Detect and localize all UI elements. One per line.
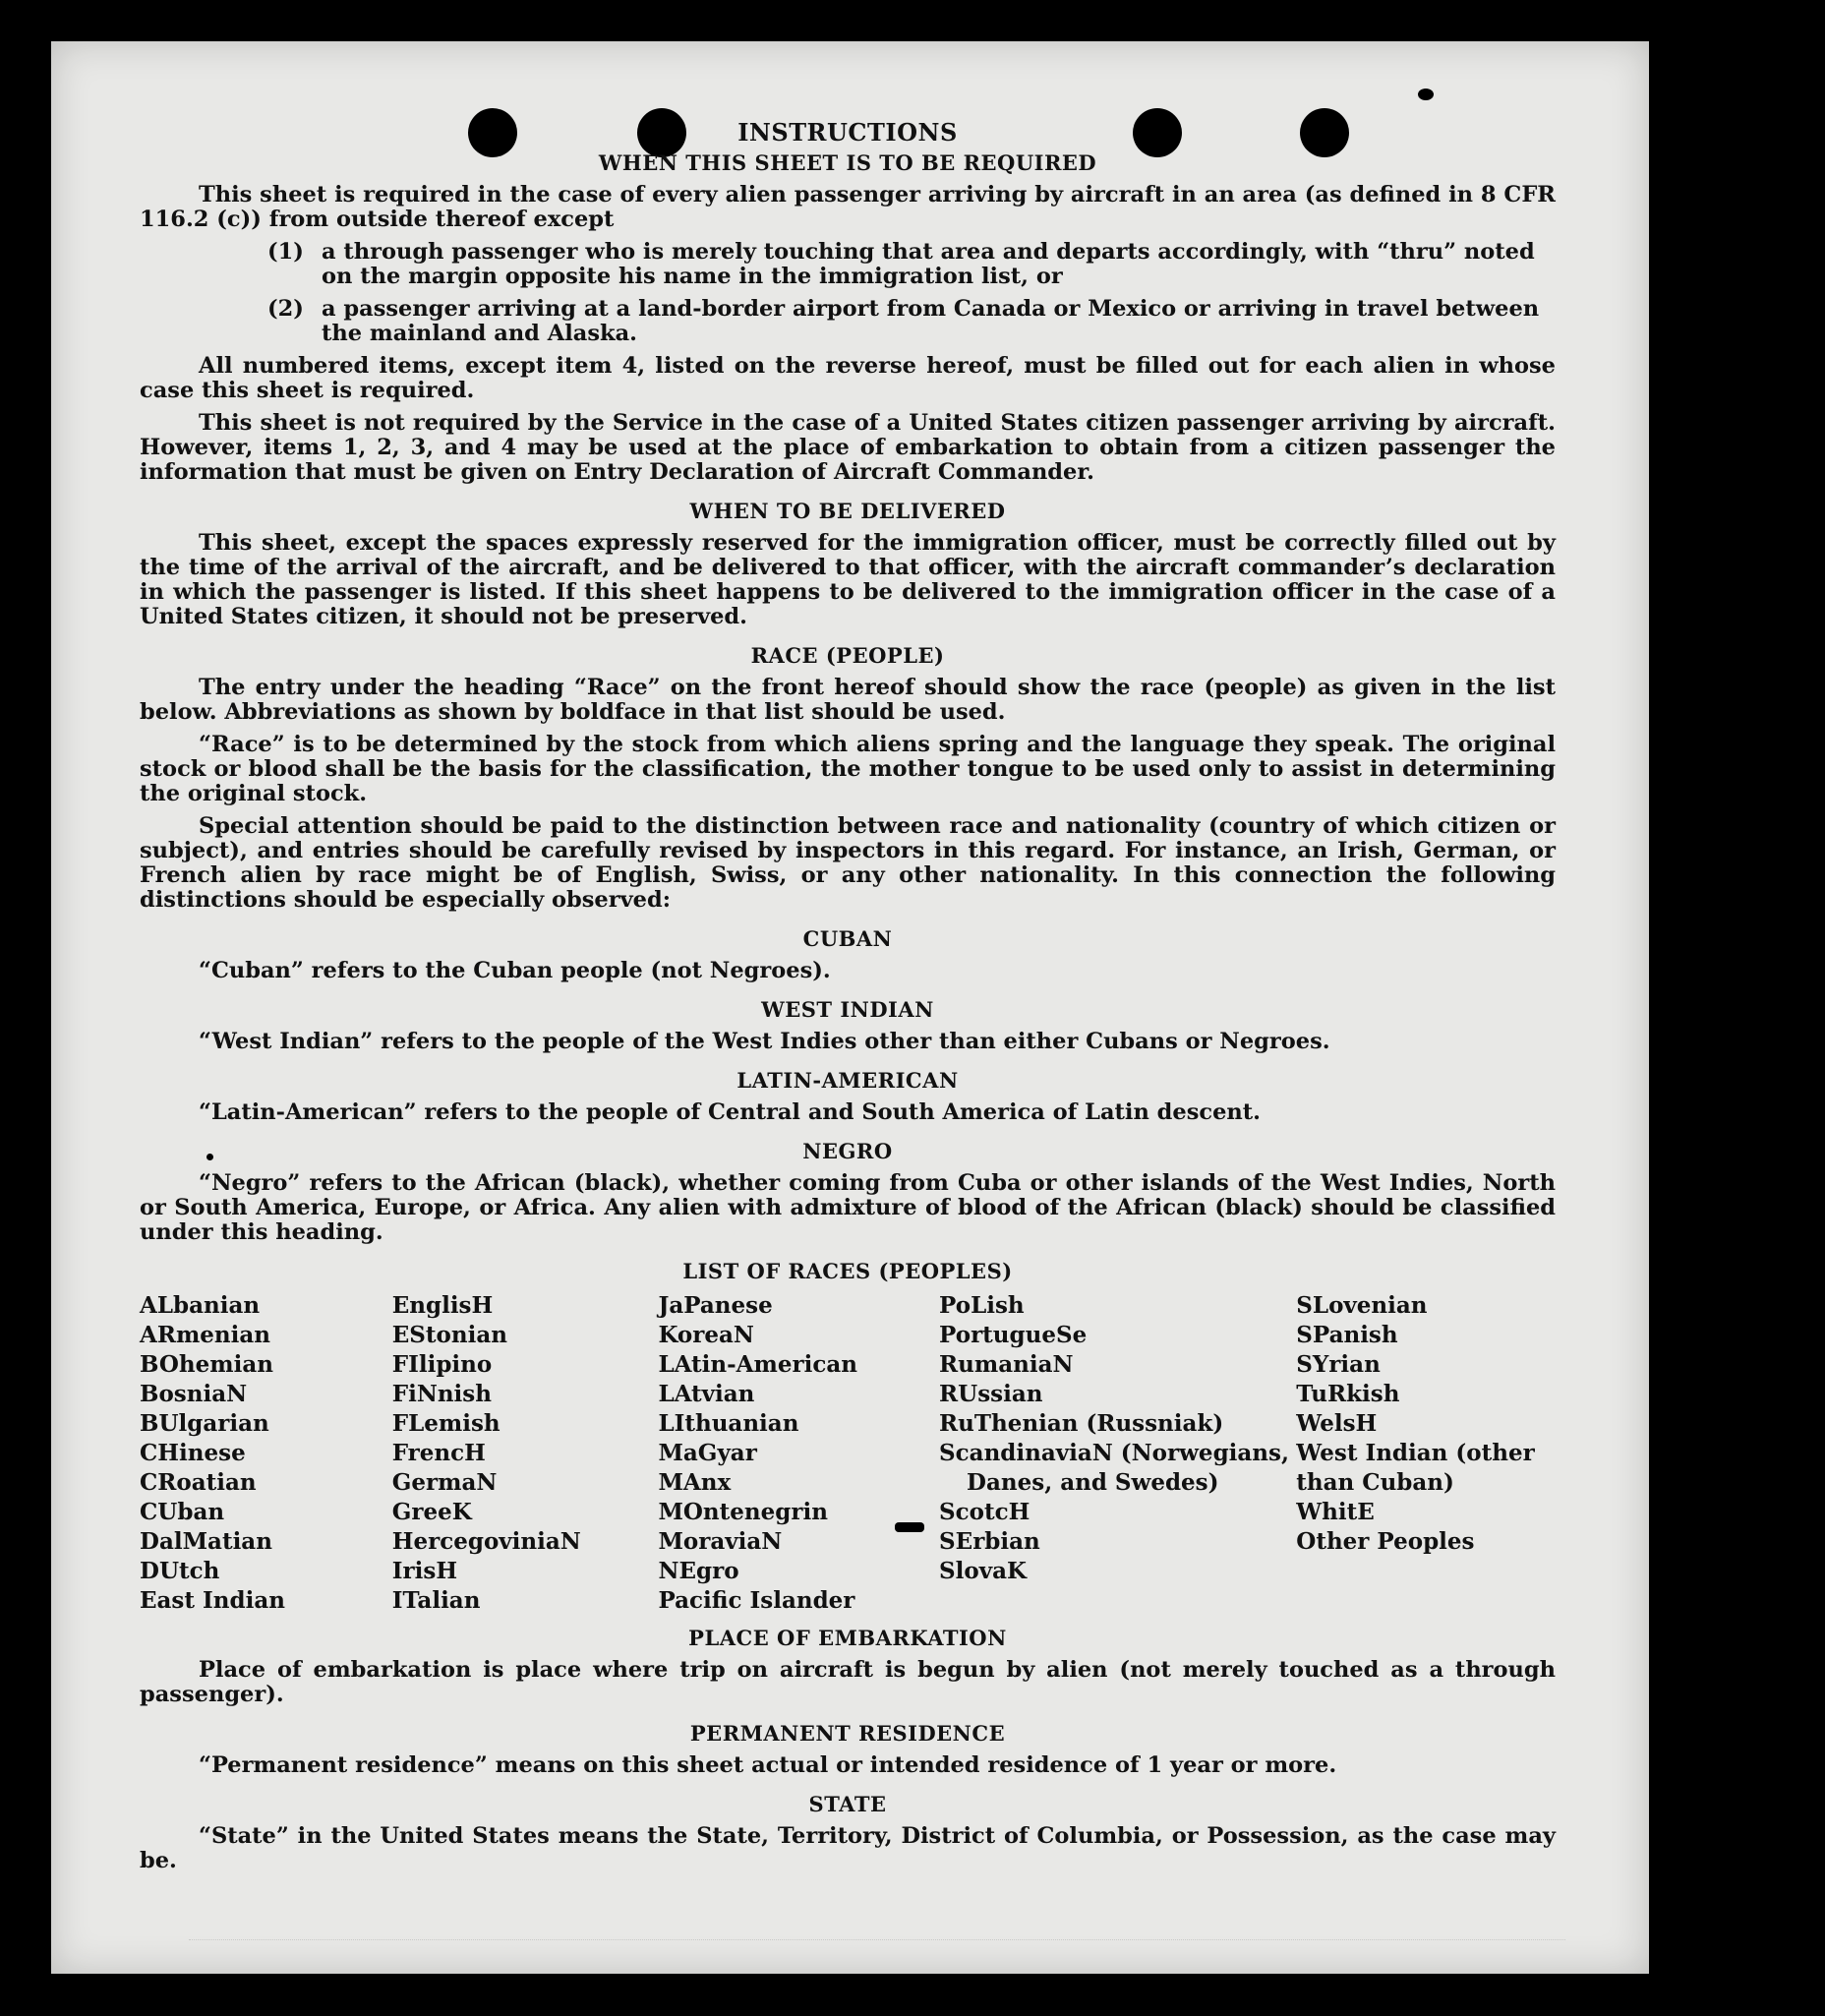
- race-item: GreeK: [391, 1499, 472, 1525]
- race-item: LIthuanian: [658, 1410, 799, 1437]
- race-item: DUtch: [140, 1558, 220, 1584]
- race-item: FiNnish: [391, 1381, 492, 1407]
- paragraph: “State” in the United States means the State, Territory, District of Columbia, or Possession, as the case may be.: [140, 1823, 1556, 1873]
- section-heading: NEGRO: [802, 1139, 893, 1163]
- race-item: JaPanese: [658, 1292, 773, 1319]
- race-item: WhitE: [1296, 1499, 1375, 1525]
- race-item: MOntenegrin: [658, 1499, 828, 1525]
- race-list: [140, 1291, 1556, 1616]
- race-item: RUssian: [939, 1381, 1043, 1407]
- paragraph: Special attention should be paid to the distinction between race and nationality (country of which citizen or subject), and entries should be carefully revised by inspectors in this regard. For instance, an Irish, German, or French alien by race might be of English, Swiss, or any other nationality. In this connection the following distinctions should be especially observed:: [140, 813, 1556, 913]
- race-item: CRoatian: [140, 1469, 257, 1496]
- race-item: MAnx: [658, 1469, 732, 1496]
- race-item: NEgro: [658, 1558, 739, 1584]
- race-item: IrisH: [391, 1558, 458, 1584]
- race-item: Pacific Islander: [658, 1587, 855, 1614]
- section-heading: PLACE OF EMBARKATION: [688, 1626, 1007, 1650]
- section-heading: PERMANENT RESIDENCE: [689, 1721, 1006, 1746]
- race-item: SlovaK: [939, 1558, 1027, 1584]
- item-number: (2): [267, 296, 304, 322]
- faded-footer: [189, 1939, 1565, 1970]
- item-number: (1): [267, 239, 304, 265]
- definition-text: “West Indian” refers to the people of the West Indies other than either Cubans or Negroes.: [199, 1029, 1330, 1054]
- item-text: a passenger arriving at a land-border airport from Canada or Mexico or arriving in travel between the mainland and Alaska.: [322, 296, 1540, 346]
- definition-text: “Latin-American” refers to the people of Central and South America of Latin descent.: [199, 1099, 1261, 1125]
- section-heading: WEST INDIAN: [761, 997, 934, 1022]
- race-item: ITalian: [391, 1587, 481, 1614]
- item-text: a through passenger who is merely touching that area and departs accordingly, with “thru” noted on the margin opposite his name in the immigration list, or: [322, 239, 1535, 289]
- race-item: EnglisH: [391, 1292, 494, 1319]
- race-item: SLovenian: [1296, 1292, 1428, 1319]
- race-item: ALbanian: [140, 1292, 261, 1319]
- section-heading: LATIN-AMERICAN: [736, 1068, 959, 1093]
- race-item: FrencH: [391, 1440, 486, 1466]
- race-item: SYrian: [1296, 1351, 1381, 1378]
- race-item: PortugueSe: [939, 1322, 1088, 1348]
- race-item: LAtvian: [658, 1381, 755, 1407]
- race-column: [392, 1291, 659, 1616]
- paragraph: “Race” is to be determined by the stock from which aliens spring and the language they speak. The original stock or blood shall be the basis for the classification, the mother tongue to be used only to assist in determining the original stock.: [140, 732, 1556, 806]
- section-heading: STATE: [808, 1792, 887, 1816]
- instructions-content: [140, 118, 1556, 1881]
- race-item: SPanish: [1296, 1322, 1398, 1348]
- list-item: [140, 297, 1556, 346]
- race-item: RumaniaN: [939, 1351, 1074, 1378]
- race-column: [1296, 1291, 1556, 1616]
- race-item: MoraviaN: [658, 1528, 783, 1555]
- definition-text: “Cuban” refers to the Cuban people (not Negroes).: [199, 958, 831, 983]
- race-column: [939, 1291, 1296, 1616]
- race-item: ScandinaviaN (Norwegians, Danes, and Swedes): [939, 1440, 1289, 1496]
- race-item: CUban: [140, 1499, 225, 1525]
- race-item: West Indian (other than Cuban): [1296, 1440, 1535, 1496]
- race-item: ScotcH: [939, 1499, 1030, 1525]
- definition-text: “Permanent residence” means on this sheet actual or intended residence of 1 year or more.: [199, 1752, 1337, 1778]
- paragraph: Place of embarkation is place where trip on aircraft is begun by alien (not merely touched as a through passenger).: [140, 1657, 1556, 1707]
- paragraph: The entry under the heading “Race” on the front hereof should show the race (people) as given in the list below. Abbreviations as shown by boldface in that list should be used.: [140, 675, 1556, 725]
- race-item: FLemish: [391, 1410, 500, 1437]
- page-title: INSTRUCTIONS: [737, 118, 958, 147]
- section-heading: RACE (PEOPLE): [750, 643, 945, 668]
- paragraph: “Negro” refers to the African (black), whether coming from Cuba or other islands of the West Indies, North or South America, Europe, or Africa. Any alien with admixture of blood of the African (black) should be classified under this heading.: [140, 1170, 1556, 1245]
- list-item: [140, 240, 1556, 289]
- race-item: DalMatian: [140, 1528, 272, 1555]
- section-heading: WHEN TO BE DELIVERED: [689, 499, 1006, 523]
- paragraph: This sheet is required in the case of every alien passenger arriving by aircraft in an area (as defined in 8 CFR 116.2 (c)) from outside thereof except: [140, 182, 1556, 232]
- race-item: RuThenian (Russniak): [939, 1410, 1224, 1437]
- race-item: Other Peoples: [1296, 1528, 1475, 1555]
- race-column: [140, 1291, 392, 1616]
- paragraph: This sheet, except the spaces expressly reserved for the immigration officer, must be correctly filled out by the time of the arrival of the aircraft, and be delivered to that officer, with the aircraft commander’s declaration in which the passenger is listed. If this sheet happens to be delivered to the immigration officer in the case of a United States citizen, it should not be preserved.: [140, 530, 1556, 629]
- paragraph: This sheet is not required by the Service in the case of a United States citizen passenger arriving by aircraft. However, items 1, 2, 3, and 4 may be used at the place of embarkation to obtain from a citizen passenger the information that must be given on Entry Declaration of Aircraft Commander.: [140, 410, 1556, 485]
- race-item: LAtin-American: [658, 1351, 857, 1378]
- race-item: WelsH: [1296, 1410, 1378, 1437]
- race-item: GermaN: [391, 1469, 498, 1496]
- race-item: KoreaN: [658, 1322, 754, 1348]
- ink-speck: [1418, 89, 1434, 100]
- race-item: FIlipino: [391, 1351, 493, 1378]
- race-item: CHinese: [140, 1440, 246, 1466]
- race-item: BOhemian: [140, 1351, 273, 1378]
- race-item: BosniaN: [140, 1381, 248, 1407]
- race-item: ARmenian: [140, 1322, 271, 1348]
- document-page: [51, 41, 1649, 1974]
- section-heading: CUBAN: [802, 926, 893, 951]
- race-column: [658, 1291, 939, 1616]
- race-item: BUlgarian: [140, 1410, 269, 1437]
- race-item: TuRkish: [1296, 1381, 1400, 1407]
- race-item: MaGyar: [658, 1440, 757, 1466]
- race-item: SErbian: [939, 1528, 1040, 1555]
- race-item: EStonian: [391, 1322, 507, 1348]
- paragraph: All numbered items, except item 4, listed on the reverse hereof, must be filled out for each alien in whose case this sheet is required.: [140, 353, 1556, 403]
- section-heading: LIST OF RACES (PEOPLES): [682, 1259, 1013, 1283]
- race-item: HercegoviniaN: [391, 1528, 581, 1555]
- section-heading: WHEN THIS SHEET IS TO BE REQUIRED: [598, 150, 1097, 175]
- race-item: East Indian: [140, 1587, 285, 1614]
- race-item: PoLish: [939, 1292, 1025, 1319]
